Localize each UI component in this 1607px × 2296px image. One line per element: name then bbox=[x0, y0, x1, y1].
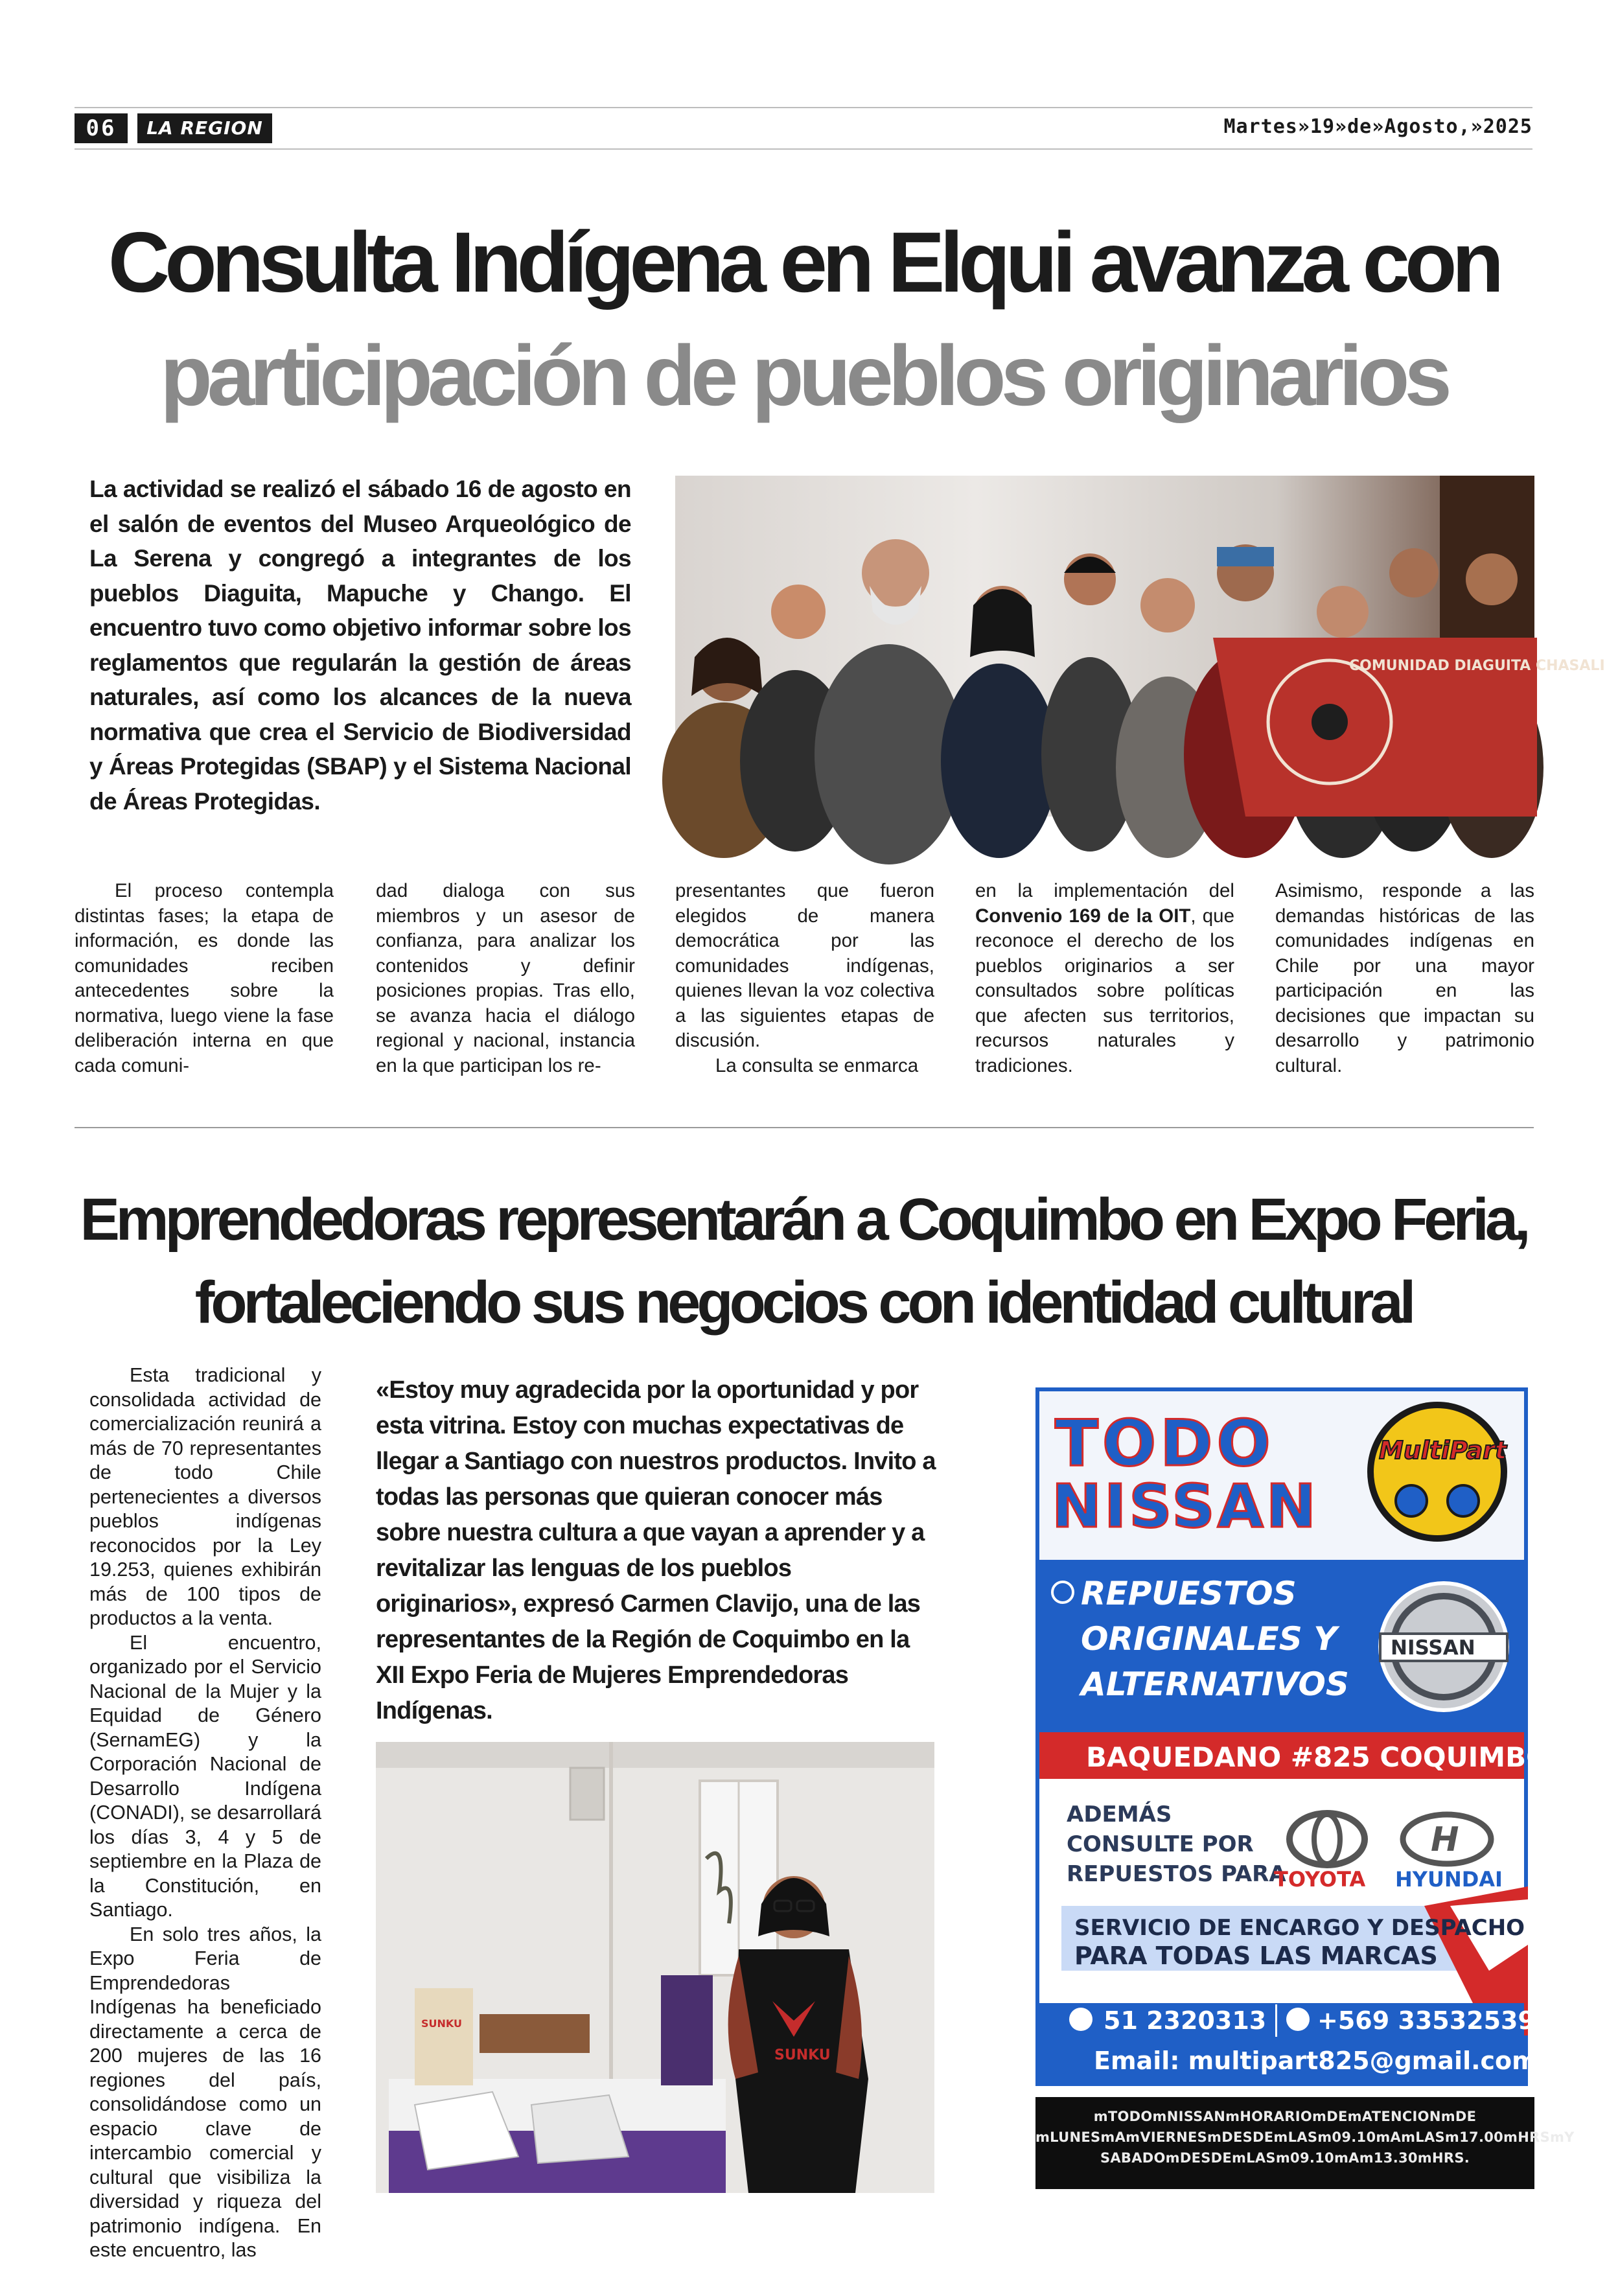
ad-repuestos-line3: ALTERNATIVOS bbox=[1081, 1665, 1349, 1703]
ad-repuestos-line2: ORIGINALES Y bbox=[1081, 1620, 1337, 1658]
article2-headline-line2: fortaleciendo sus negocios con identidad cultural bbox=[194, 1270, 1413, 1336]
dateline: Martes»19»de»Agosto,»2025 bbox=[1223, 115, 1532, 138]
article1-column-4-rest: , que reconoce el derecho de los pueblos originarios a ser consultados sobre políticas que afecten sus territorios, recursos naturales y tradiciones. bbox=[975, 905, 1234, 1076]
article1-column-3-continuation: La consulta se enmarca bbox=[715, 1054, 919, 1076]
flag-text: COMUNIDAD DIAGUITA CHASALI bbox=[1349, 658, 1605, 674]
article2-paragraph-2: El encuentro, organizado por el Servicio Nacional de la Mujer y la Equidad de Género (SernamEG) y la Corporación Nacional de Desarrollo Indígena (CONADI), se desarrollará los días 3, 4 y 5 de septiembre en la Plaza de la Constitución, en Santiago. bbox=[89, 1631, 321, 1921]
article1-headline-line1: Consulta Indígena en Elqui avanza con bbox=[108, 215, 1499, 310]
section-divider bbox=[75, 1127, 1534, 1128]
ad-servicio-line1: SERVICIO DE ENCARGO Y DESPACHO bbox=[1074, 1915, 1525, 1941]
ad-hours-line1: mTODOmNISSANmHORARIOmDEmATENCIONmDE bbox=[1093, 2109, 1477, 2124]
ad-hours-line2: mLUNESmAmVIERNESmDESDEmLASm09.10mAmLASm17.00mHRSmY bbox=[1035, 2129, 1575, 2145]
banner-brand-text: SUNKU bbox=[421, 2017, 463, 2030]
article2-headline bbox=[75, 1178, 1532, 1344]
article2-pull-quote: «Estoy muy agradecida por la oportunidad y por esta vitrina. Estoy con muchas expectativas de llegar a Santiago con nuestros productos. Invito a todas las personas que quieran conocer más sobre nuestra cultura a que vayan a aprender y a revitalizar las lenguas de los pueblos originarios», expresó Carmen Clavijo, una de las representantes de la Región de Coquimbo en la XII Expo Feria de Mujeres Emprendedoras Indígenas. bbox=[376, 1376, 936, 1724]
article1-column-3 bbox=[675, 879, 934, 1078]
article1-column-1-text: El proceso contempla distintas fases; la etapa de información, es donde las comunidades reciben antecedentes sobre la normativa, luego viene la fase deliberación interna en que cada comuni- bbox=[75, 880, 334, 1076]
ad-title-nissan: NISSAN bbox=[1052, 1472, 1319, 1541]
article1-lead: La actividad se realizó el sábado 16 de agosto en el salón de eventos del Museo Arqueológico de La Serena y congregó a integrantes de los pueblos Diaguita, Mapuche y Chango. El encuentro tuvo como objetivo informar sobre los reglamentos que regularán la gestión de áreas naturales, así como los alcances de la nueva normativa que crea el Servicio de Biodiversidad y Áreas Protegidas (SBAP) y el Sistema Nacional de Áreas Protegidas. bbox=[89, 476, 631, 815]
ad-repuestos-line1: REPUESTOS bbox=[1081, 1575, 1297, 1612]
masthead-logo: LA REGION bbox=[137, 113, 272, 143]
ad-ademas-line3: REPUESTOS PARA bbox=[1067, 1861, 1286, 1887]
header-top-rule bbox=[75, 107, 1532, 108]
convenio-oit-bold: Convenio 169 de la OIT bbox=[975, 905, 1191, 927]
shirt-brand-text: SUNKU bbox=[774, 2047, 831, 2063]
ad-servicio-line2: PARA TODAS LAS MARCAS bbox=[1074, 1942, 1438, 1970]
ad-ademas-line1: ADEMÁS bbox=[1067, 1802, 1172, 1827]
article1-column-5 bbox=[1275, 879, 1534, 1078]
multipart-logo-text: MultiPart bbox=[1379, 1436, 1507, 1465]
ad-hours-line3: SABADOmDESDEmLASm09.10mAm13.30mHRS. bbox=[1100, 2150, 1470, 2166]
page-number: 06 bbox=[75, 113, 128, 143]
article1-column-3-text: presentantes que fueron elegidos de manera democrática por las comunidades indígenas, quienes llevan la voz colectiva a las siguientes etapas de discusión. bbox=[675, 880, 934, 1051]
multipart-advertisement bbox=[1035, 1387, 1549, 2086]
article2-headline-line1: Emprendedoras representarán a Coquimbo en Expo Feria, bbox=[80, 1187, 1527, 1253]
article1-column-2 bbox=[376, 879, 635, 1078]
article2-entrepreneur-photo bbox=[376, 1742, 934, 2193]
ad-title-todo: TODO bbox=[1055, 1407, 1275, 1481]
article2-body-column bbox=[89, 1363, 321, 2263]
ad-address: BAQUEDANO #825 COQUIMBO bbox=[1086, 1741, 1549, 1773]
article1-column-4-start: en la implementación del bbox=[975, 880, 1234, 901]
article1-column-2-text: dad dialoga con sus miembros y un asesor de confianza, para analizar los contenidos y definir posiciones propias. Tras ello, se avanza hacia el diálogo regional y nacional, instancia en la que participan los re- bbox=[376, 880, 635, 1076]
svg-text:H: H bbox=[1431, 1820, 1459, 1859]
toyota-label: TOYOTA bbox=[1274, 1867, 1366, 1892]
ad-email: Email: multipart825@gmail.com bbox=[1094, 2047, 1538, 2075]
header-bottom-rule bbox=[75, 148, 1532, 150]
ad-ademas-line2: CONSULTE POR bbox=[1067, 1831, 1254, 1857]
ad-phone-2: +569 33532539 bbox=[1317, 2006, 1535, 2035]
article1-column-1 bbox=[75, 879, 334, 1078]
article1-group-photo bbox=[675, 476, 1605, 817]
article2-paragraph-3: En solo tres años, la Expo Feria de Emprendedoras Indígenas ha beneficiado directamente a cerca de 200 mujeres de las 16 regiones del país, consolidándose como un espacio clave de intercambio comercial y cultural que visibiliza la diversidad y riqueza del patrimonio indígena. En este encuentro, las bbox=[89, 1923, 321, 2261]
article2-paragraph-1: Esta tradicional y consolidada actividad de comercialización reunirá a más de 70 representantes de todo Chile pertenecientes a diversos pueblos indígenas reconocidos por la Ley 19.253, quienes exhibirán más de 100 tipos de productos a la venta. bbox=[89, 1364, 321, 1629]
article1-column-5-text: Asimismo, responde a las demandas históricas de las comunidades indígenas en Chile por una mayor participación en las decisiones que impactan su desarrollo y patrimonio cultural. bbox=[1275, 880, 1534, 1076]
ad-phone-1: 51 2320313 bbox=[1104, 2006, 1267, 2035]
ad-opening-hours bbox=[1035, 2097, 1575, 2189]
article1-headline-line2: participación de pueblos originarios bbox=[160, 328, 1447, 423]
whatsapp-icon bbox=[1286, 2008, 1310, 2031]
nissan-badge-text: NISSAN bbox=[1391, 1636, 1475, 1660]
phone-icon bbox=[1069, 2008, 1093, 2031]
article1-column-4 bbox=[975, 879, 1234, 1078]
hyundai-label: HYUNDAI bbox=[1395, 1867, 1503, 1892]
article1-column-4-text bbox=[975, 879, 1234, 1078]
